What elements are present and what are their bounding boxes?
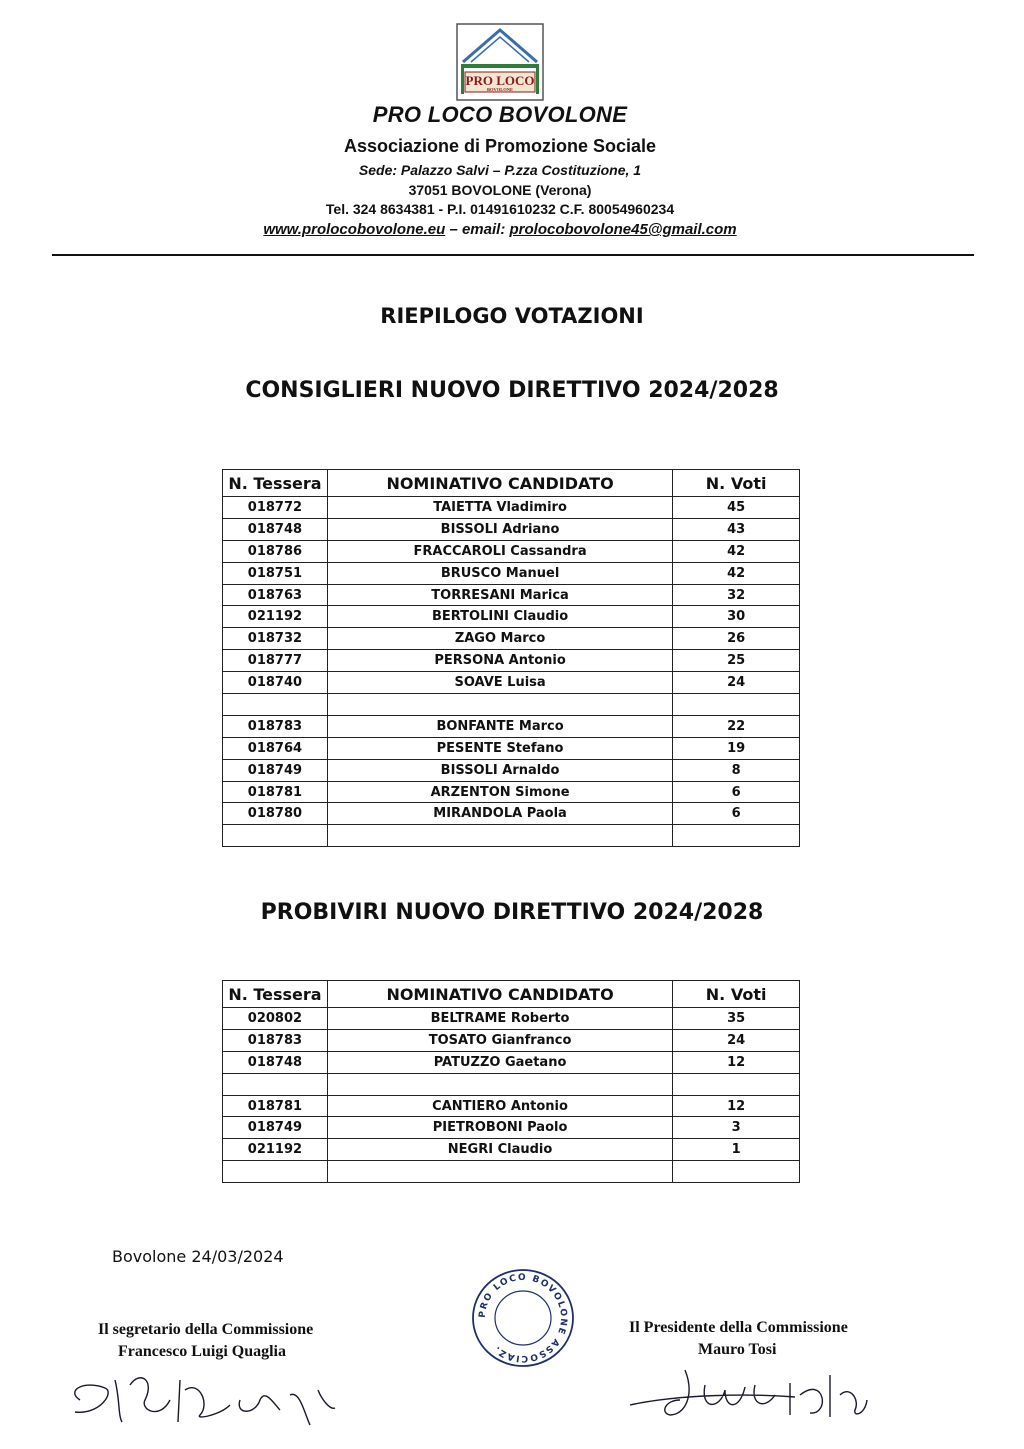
voti-cell: 19: [673, 737, 800, 759]
org-type: Associazione di Promozione Sociale: [343, 136, 657, 156]
col-header-nominativo: NOMINATIVO CANDIDATO: [327, 470, 672, 497]
table-row: [223, 825, 800, 847]
nominativo-cell: PIETROBONI Paolo: [327, 1117, 672, 1139]
president-signature: [625, 1355, 885, 1430]
voti-cell: [673, 825, 800, 847]
contacts-line: Tel. 324 8634381 - P.I. 01491610232 C.F. 80054960234: [325, 201, 675, 217]
consiglieri-title: CONSIGLIERI NUOVO DIRETTIVO 2024/2028: [245, 378, 779, 403]
table-row: [223, 606, 800, 628]
web-email-line: [0, 221, 1000, 238]
nominativo-cell: ZAGO Marco: [327, 628, 672, 650]
header-divider: [52, 254, 974, 256]
tessera-cell: 018772: [223, 497, 328, 519]
tessera-cell: 018749: [223, 759, 328, 781]
website-link[interactable]: www.prolocobovolone.eu: [263, 221, 446, 238]
col-header-tessera: N. Tessera: [223, 981, 328, 1008]
voti-cell: 1: [673, 1139, 800, 1161]
table-row: [223, 694, 800, 716]
voti-cell: 12: [673, 1095, 800, 1117]
page-title: RIEPILOGO VOTAZIONI: [380, 304, 644, 328]
table-header-row: [223, 981, 800, 1008]
col-header-voti: N. Voti: [673, 981, 800, 1008]
tessera-cell: 018777: [223, 650, 328, 672]
email-link[interactable]: prolocobovolone45@gmail.com: [509, 221, 737, 238]
nominativo-cell: [327, 825, 672, 847]
voti-cell: 30: [673, 606, 800, 628]
consiglieri-table: [222, 469, 800, 847]
nominativo-cell: BRUSCO Manuel: [327, 562, 672, 584]
nominativo-cell: TAIETTA Vladimiro: [327, 497, 672, 519]
voti-cell: 3: [673, 1117, 800, 1139]
nominativo-cell: CANTIERO Antonio: [327, 1095, 672, 1117]
table-row: [223, 584, 800, 606]
table-row: [223, 650, 800, 672]
table-row: [223, 540, 800, 562]
voti-cell: [673, 1161, 800, 1183]
voti-cell: 22: [673, 715, 800, 737]
col-header-tessera: N. Tessera: [223, 470, 328, 497]
table-row: [223, 1073, 800, 1095]
table-row: [223, 1117, 800, 1139]
voti-cell: 6: [673, 803, 800, 825]
table-row: [223, 518, 800, 540]
table-row: [223, 803, 800, 825]
secretary-signature: [60, 1360, 360, 1430]
commission-stamp: [468, 1266, 578, 1371]
nominativo-cell: PATUZZO Gaetano: [327, 1051, 672, 1073]
voti-cell: 6: [673, 781, 800, 803]
tessera-cell: 018748: [223, 518, 328, 540]
nominativo-cell: BONFANTE Marco: [327, 715, 672, 737]
tessera-cell: [223, 694, 328, 716]
probiviri-table: [222, 980, 800, 1183]
address-line: Sede: Palazzo Salvi – P.zza Costituzione, 1: [358, 162, 642, 178]
table-row: [223, 1029, 800, 1051]
nominativo-cell: PESENTE Stefano: [327, 737, 672, 759]
org-name: PRO LOCO BOVOLONE: [372, 102, 628, 127]
place-date: Bovolone 24/03/2024: [112, 1247, 284, 1266]
voti-cell: 24: [673, 1029, 800, 1051]
voti-cell: 35: [673, 1008, 800, 1030]
tessera-cell: [223, 1073, 328, 1095]
nominativo-cell: [327, 1161, 672, 1183]
tessera-cell: 021192: [223, 606, 328, 628]
email-separator: – email:: [445, 221, 510, 238]
voti-cell: 42: [673, 562, 800, 584]
tessera-cell: [223, 1161, 328, 1183]
col-header-voti: N. Voti: [673, 470, 800, 497]
tessera-cell: 021192: [223, 1139, 328, 1161]
voti-cell: 43: [673, 518, 800, 540]
table-row: [223, 737, 800, 759]
table-row: [223, 497, 800, 519]
secretary-name: Francesco Luigi Quaglia: [118, 1343, 286, 1360]
probiviri-title: PROBIVIRI NUOVO DIRETTIVO 2024/2028: [260, 900, 764, 925]
tessera-cell: [223, 825, 328, 847]
tessera-cell: 018783: [223, 715, 328, 737]
voti-cell: 42: [673, 540, 800, 562]
voti-cell: 32: [673, 584, 800, 606]
voti-cell: 26: [673, 628, 800, 650]
nominativo-cell: FRACCAROLI Cassandra: [327, 540, 672, 562]
voti-cell: [673, 694, 800, 716]
tessera-cell: 018732: [223, 628, 328, 650]
tessera-cell: 018751: [223, 562, 328, 584]
table-row: [223, 781, 800, 803]
stamp-text: PRO LOCO BOVOLONE ASSOCIAZ.: [477, 1272, 569, 1364]
table-row: [223, 1161, 800, 1183]
table-row: [223, 1051, 800, 1073]
president-name: Mauro Tosi: [698, 1341, 777, 1358]
logo-text-top: PRO LOCO: [465, 73, 535, 88]
nominativo-cell: PERSONA Antonio: [327, 650, 672, 672]
col-header-nominativo: NOMINATIVO CANDIDATO: [327, 981, 672, 1008]
president-role: Il Presidente della Commissione: [629, 1319, 848, 1336]
nominativo-cell: TORRESANI Marica: [327, 584, 672, 606]
nominativo-cell: MIRANDOLA Paola: [327, 803, 672, 825]
voti-cell: 45: [673, 497, 800, 519]
voti-cell: 12: [673, 1051, 800, 1073]
city-line: 37051 BOVOLONE (Verona): [408, 182, 592, 198]
table-row: [223, 672, 800, 694]
tessera-cell: 018783: [223, 1029, 328, 1051]
tessera-cell: 018763: [223, 584, 328, 606]
voti-cell: 25: [673, 650, 800, 672]
nominativo-cell: BISSOLI Arnaldo: [327, 759, 672, 781]
tessera-cell: 018781: [223, 781, 328, 803]
pro-loco-logo: [455, 22, 545, 102]
table-row: [223, 1139, 800, 1161]
voti-cell: 24: [673, 672, 800, 694]
logo-text-bottom: BOVOLONE: [487, 87, 513, 92]
table-row: [223, 1008, 800, 1030]
nominativo-cell: NEGRI Claudio: [327, 1139, 672, 1161]
table-row: [223, 628, 800, 650]
table-row: [223, 715, 800, 737]
nominativo-cell: TOSATO Gianfranco: [327, 1029, 672, 1051]
tessera-cell: 018740: [223, 672, 328, 694]
tessera-cell: 018780: [223, 803, 328, 825]
table-header-row: [223, 470, 800, 497]
tessera-cell: 018764: [223, 737, 328, 759]
table-row: [223, 562, 800, 584]
table-row: [223, 759, 800, 781]
secretary-role: Il segretario della Commissione: [98, 1321, 314, 1338]
tessera-cell: 018748: [223, 1051, 328, 1073]
nominativo-cell: BISSOLI Adriano: [327, 518, 672, 540]
nominativo-cell: SOAVE Luisa: [327, 672, 672, 694]
tessera-cell: 020802: [223, 1008, 328, 1030]
tessera-cell: 018781: [223, 1095, 328, 1117]
nominativo-cell: BELTRAME Roberto: [327, 1008, 672, 1030]
nominativo-cell: [327, 694, 672, 716]
voti-cell: [673, 1073, 800, 1095]
nominativo-cell: BERTOLINI Claudio: [327, 606, 672, 628]
tessera-cell: 018786: [223, 540, 328, 562]
tessera-cell: 018749: [223, 1117, 328, 1139]
table-row: [223, 1095, 800, 1117]
nominativo-cell: [327, 1073, 672, 1095]
voti-cell: 8: [673, 759, 800, 781]
nominativo-cell: ARZENTON Simone: [327, 781, 672, 803]
